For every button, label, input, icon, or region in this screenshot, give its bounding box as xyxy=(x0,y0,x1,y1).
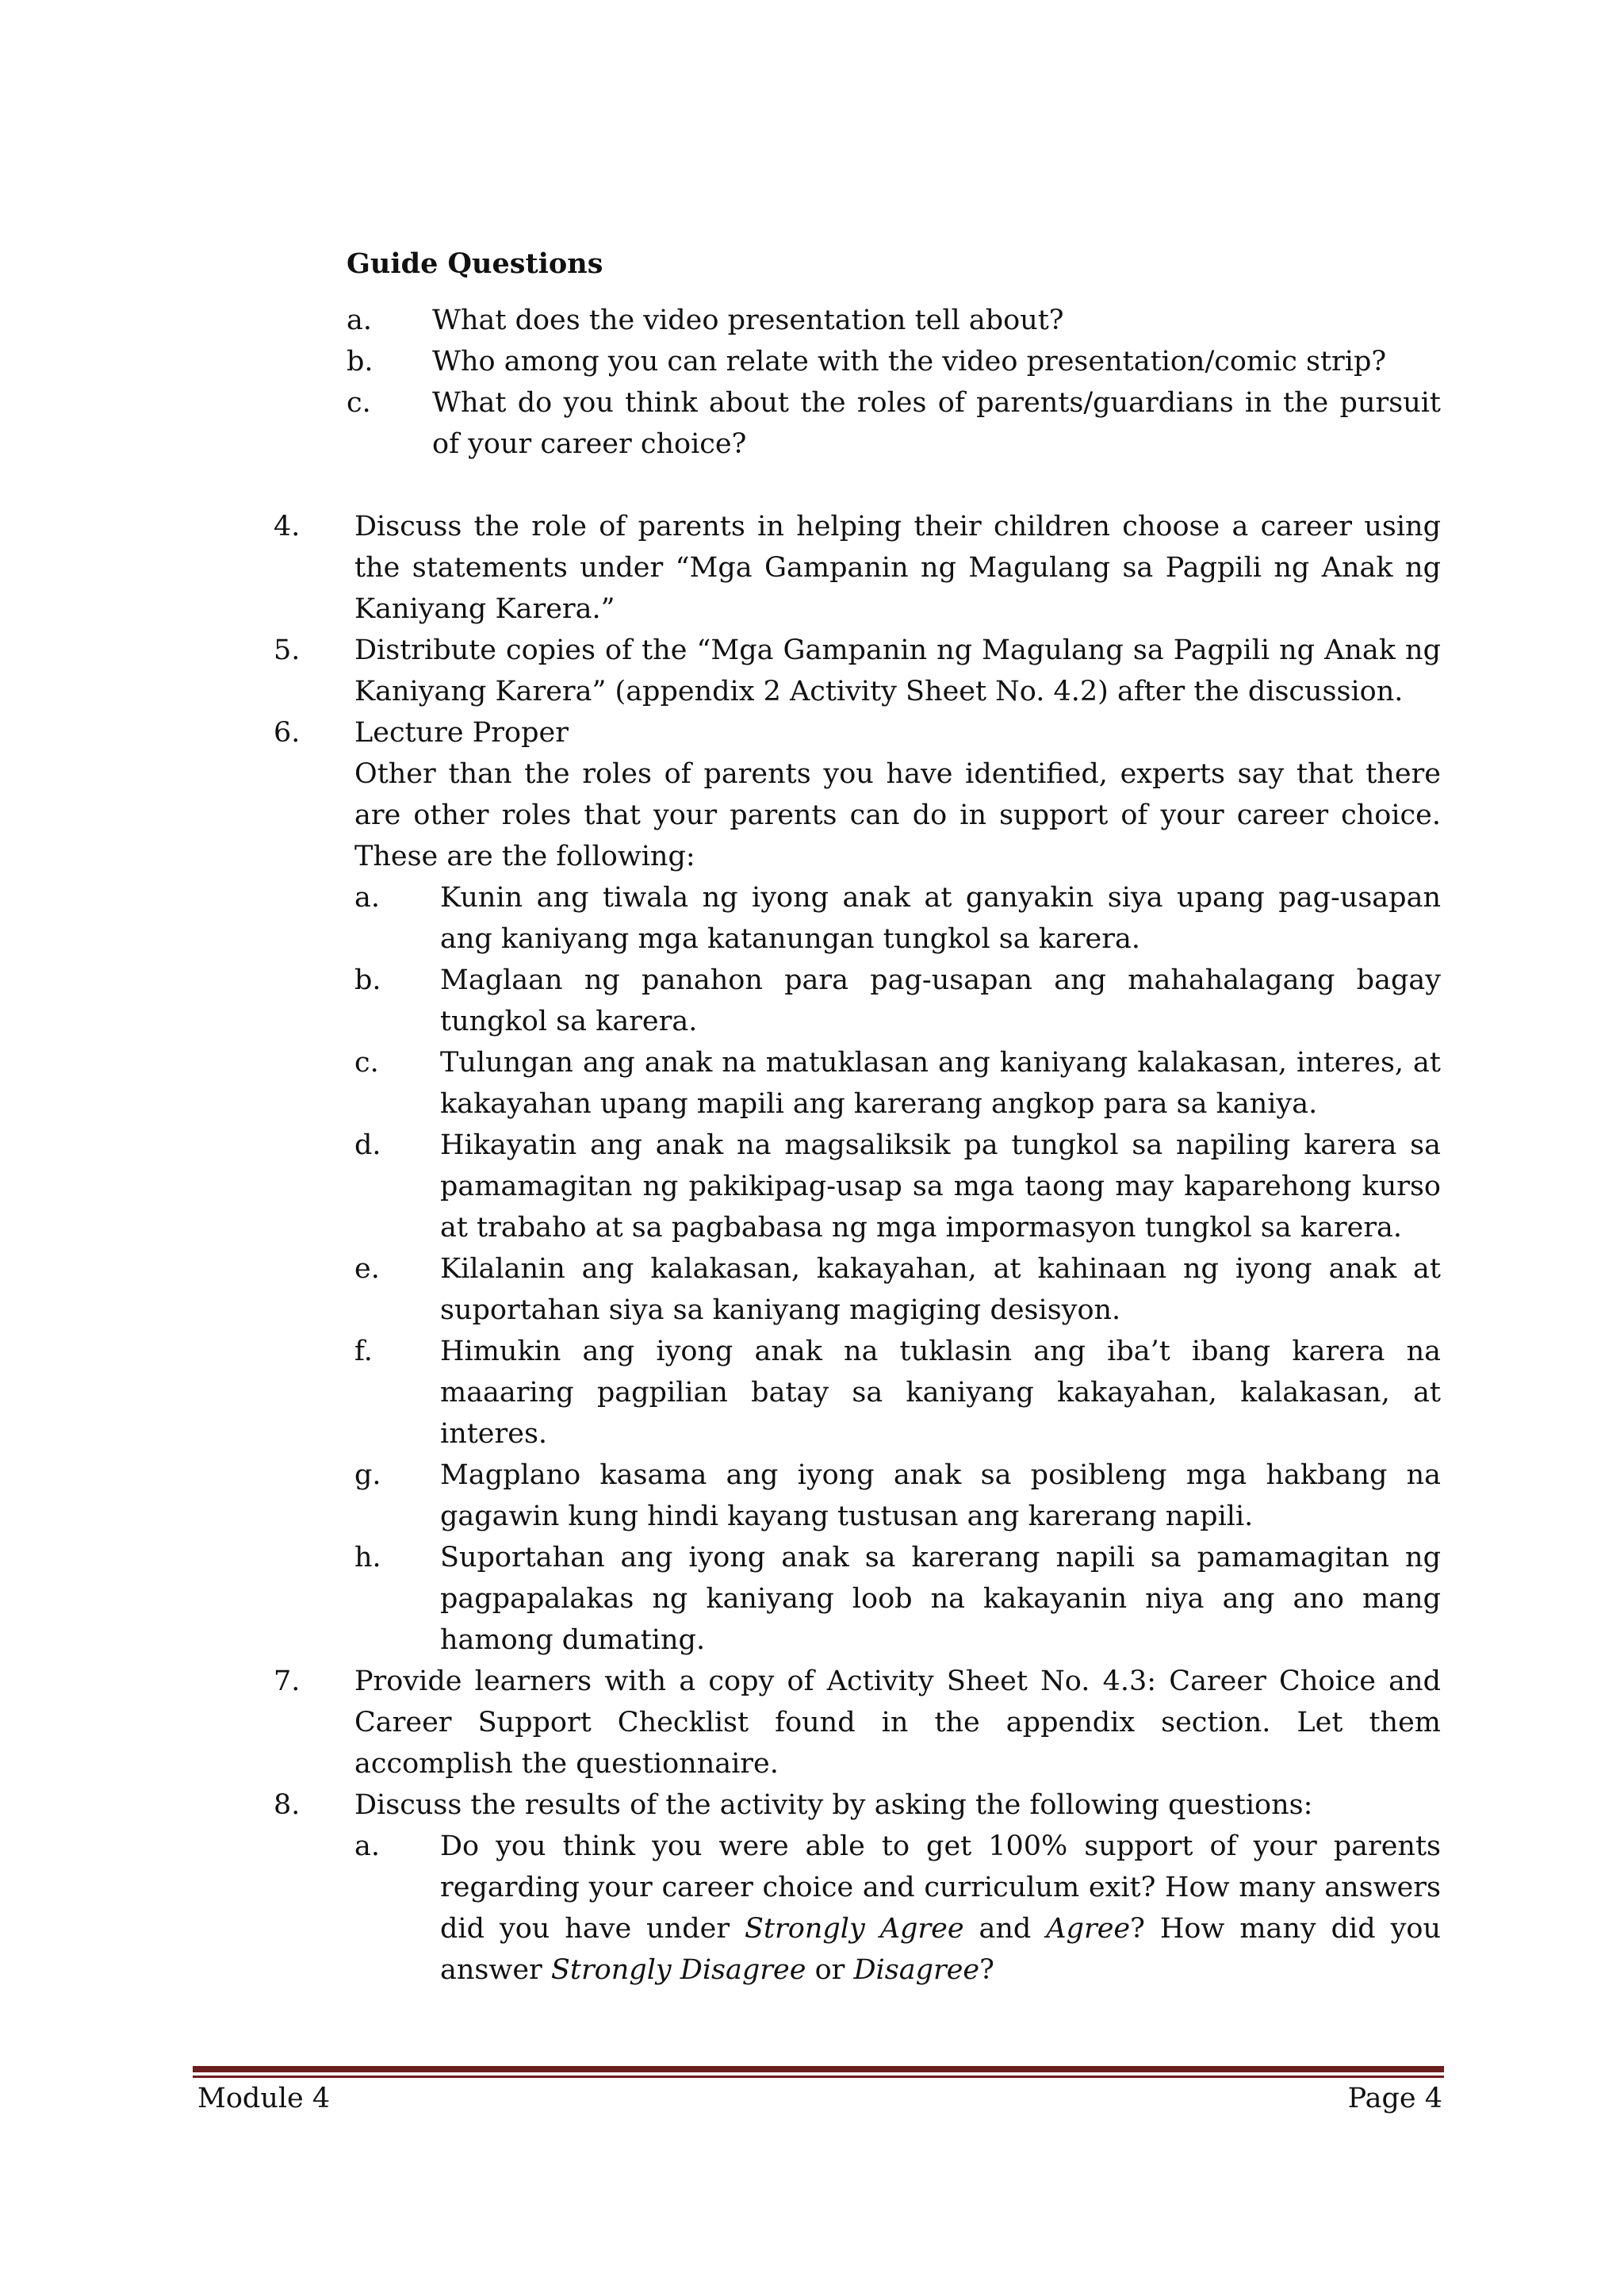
procedure-steps-list xyxy=(274,506,1441,1991)
item-letter: b. xyxy=(354,964,381,996)
emphasis-strongly-agree: Strongly Agree xyxy=(745,1913,964,1945)
parent-role-item xyxy=(354,1331,1441,1455)
item-letter: d. xyxy=(354,1129,381,1161)
parent-roles-list xyxy=(354,877,1441,1661)
discussion-questions-list xyxy=(354,1826,1441,1991)
step-5 xyxy=(274,630,1441,712)
emphasis-strongly-disagree: Strongly Disagree xyxy=(550,1954,806,1986)
step-number: 5. xyxy=(274,634,301,666)
footer-rule-thin xyxy=(193,2076,1444,2078)
item-text: Magplano kasama ang iyong anak sa posibleng mga hakbang na gagawin kung hindi kayang tustusan ang karerang napili. xyxy=(440,1459,1441,1532)
parent-role-item xyxy=(354,1248,1441,1331)
step-number: 6. xyxy=(274,717,301,749)
item-letter: b. xyxy=(347,346,373,378)
parent-role-item xyxy=(354,960,1441,1042)
text-run: Do you think you were able to get 100% support of your parents regarding your career choice and curriculum exit? How many answers did you have under xyxy=(440,1830,1441,1945)
step-7 xyxy=(274,1661,1441,1784)
step-intro: Other than the roles of parents you have identified, experts say that there are other roles that your parents can do in support of your career choice. These are the following: xyxy=(354,758,1441,872)
step-title: Lecture Proper xyxy=(354,717,569,749)
parent-role-item xyxy=(354,1455,1441,1537)
guide-question-item xyxy=(347,382,1441,465)
step-text: Discuss the role of parents in helping their children choose a career using the statements under “Mga Gampanin ng Magulang sa Pagpili ng Anak ng Kaniyang Karera.” xyxy=(354,511,1441,625)
item-letter: c. xyxy=(354,1047,379,1079)
footer-page-number: Page 4 xyxy=(1347,2083,1442,2114)
step-6 xyxy=(274,712,1441,1661)
step-number: 8. xyxy=(274,1789,301,1821)
item-text: Kilalanin ang kalakasan, kakayahan, at kahinaan ng iyong anak at suportahan siya sa kaniyang magiging desisyon. xyxy=(440,1253,1441,1326)
step-number: 4. xyxy=(274,511,301,542)
footer-module-label: Module 4 xyxy=(197,2083,331,2114)
item-text: What does the video presentation tell about? xyxy=(432,305,1064,336)
item-text xyxy=(440,1826,1441,1991)
item-letter: e. xyxy=(354,1253,380,1285)
text-run: and xyxy=(963,1913,1047,1945)
item-text: Suportahan ang iyong anak sa karerang napili sa pamamagitan ng pagpapalakas ng kaniyang loob na kakayanin niya ang ano mang hamong dumating. xyxy=(440,1542,1441,1656)
text-run: or xyxy=(806,1954,854,1986)
item-text: Tulungan ang anak na matuklasan ang kaniyang kalakasan, interes, at kakayahan upang mapili ang karerang angkop para sa kaniya. xyxy=(440,1047,1441,1120)
step-text: Distribute copies of the “Mga Gampanin ng Magulang sa Pagpili ng Anak ng Kaniyang Karera” (appendix 2 Activity Sheet No. 4.2) after the discussion. xyxy=(354,634,1441,707)
guide-questions-list xyxy=(347,300,1441,465)
step-text: Discuss the results of the activity by asking the following questions: xyxy=(354,1789,1313,1821)
step-4 xyxy=(274,506,1441,630)
item-text: Who among you can relate with the video presentation/comic strip? xyxy=(432,346,1387,378)
guide-question-item xyxy=(347,341,1441,382)
parent-role-item xyxy=(354,1125,1441,1248)
item-letter: g. xyxy=(354,1459,381,1491)
item-letter: a. xyxy=(354,882,380,914)
item-text: What do you think about the roles of parents/guardians in the pursuit of your career choice? xyxy=(432,387,1441,460)
step-8 xyxy=(274,1784,1441,1991)
item-text: Hikayatin ang anak na magsaliksik pa tungkol sa napiling karera sa pamamagitan ng pakikipag-usap sa mga taong may kaparehong kurso at trabaho at sa pagbabasa ng mga impormasyon tungkol sa karera. xyxy=(440,1129,1441,1244)
guide-question-item xyxy=(347,300,1441,341)
step-number: 7. xyxy=(274,1665,301,1697)
discussion-question-item xyxy=(354,1826,1441,1991)
parent-role-item xyxy=(354,877,1441,960)
parent-role-item xyxy=(354,1042,1441,1125)
item-text: Himukin ang iyong anak na tuklasin ang iba’t ibang karera na maaaring pagpilian batay sa kaniyang kakayahan, kalakasan, at interes. xyxy=(440,1336,1441,1450)
item-letter: a. xyxy=(347,305,372,336)
item-letter: h. xyxy=(354,1542,381,1573)
emphasis-disagree: Disagree xyxy=(853,1954,980,1986)
emphasis-agree: Agree xyxy=(1046,1913,1131,1945)
item-text: Maglaan ng panahon para pag-usapan ang mahahalagang bagay tungkol sa karera. xyxy=(440,964,1441,1037)
item-letter: a. xyxy=(354,1830,380,1862)
parent-role-item xyxy=(354,1537,1441,1661)
text-run: ? How many did you answer xyxy=(440,1913,1441,1986)
guide-questions-heading: Guide Questions xyxy=(347,247,603,280)
footer-rule xyxy=(193,2066,1444,2072)
item-letter: c. xyxy=(347,387,371,419)
text-run: ? xyxy=(979,1954,994,1986)
item-letter: f. xyxy=(354,1336,373,1367)
item-text: Kunin ang tiwala ng iyong anak at ganyakin siya upang pag-usapan ang kaniyang mga katanungan tungkol sa karera. xyxy=(440,882,1441,955)
step-text: Provide learners with a copy of Activity Sheet No. 4.3: Career Choice and Career Support Checklist found in the appendix section. Let them accomplish the questionnaire. xyxy=(354,1665,1441,1780)
